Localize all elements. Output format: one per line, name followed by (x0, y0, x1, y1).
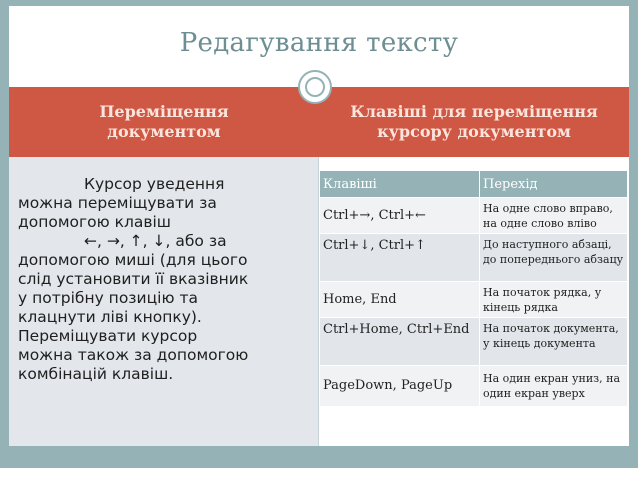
text-line: допомогою миші (для цього (18, 251, 248, 269)
frame-left (0, 0, 9, 478)
table-row (320, 198, 628, 234)
frame-right (629, 0, 638, 478)
header-right-line2: курсору документом (377, 122, 571, 141)
table-cell-key: Ctrl+→, Ctrl+← (320, 198, 480, 234)
table-row (320, 282, 628, 318)
header-left-line2: документом (107, 122, 221, 141)
table-cell-value: На одне слово вправо, на одне слово вліво (480, 198, 628, 234)
footer-band (9, 446, 629, 468)
text-line: допомогою клавіш (18, 213, 171, 231)
table-cell-key: PageDown, PageUp (320, 366, 480, 406)
table-row (320, 318, 628, 366)
frame-bottom (0, 468, 638, 478)
circle-ornament-icon (298, 70, 332, 104)
shortcut-table (320, 171, 628, 406)
header-right (319, 87, 629, 157)
table-header-transition: Перехід (480, 171, 628, 198)
text-line: у потрібну позицію та (18, 289, 198, 307)
table-cell-value: На один екран униз, на один екран уверх (480, 366, 628, 406)
text-line: комбінацій клавіш. (18, 365, 174, 383)
header-left-line1: Переміщення (99, 102, 229, 121)
table-cell-key: Ctrl+Home, Ctrl+End (320, 318, 480, 366)
frame-top (0, 0, 638, 6)
table-cell-value: До наступного абзаці, до попереднього абзацу (480, 234, 628, 282)
table-cell-value: На початок документа, у кінець документа (480, 318, 628, 366)
text-line: слід установити її вказівник (18, 270, 249, 288)
text-line: клацнути ліві кнопку). (18, 308, 202, 326)
text-line: можна також за допомогою (18, 346, 249, 364)
table-cell-value: На початок рядка, у кінець рядка (480, 282, 628, 318)
left-body-text (18, 175, 308, 384)
slide-title: Редагування тексту (179, 28, 459, 58)
circle-ornament-inner (305, 77, 325, 97)
table-header-row (320, 171, 628, 198)
table-header-keys: Клавіші (320, 171, 480, 198)
header-left (9, 87, 319, 157)
text-line: можна переміщувати за (18, 194, 217, 212)
text-line: Переміщувати курсор (18, 327, 198, 345)
table-cell-key: Home, End (320, 282, 480, 318)
table-cell-key: Ctrl+↓, Ctrl+↑ (320, 234, 480, 282)
table-row (320, 234, 628, 282)
table-row (320, 366, 628, 406)
header-right-line1: Клавіші для переміщення (350, 102, 598, 121)
text-line: ←, →, ↑, ↓, або за (84, 232, 227, 250)
text-line: Курсор уведення (84, 175, 225, 193)
